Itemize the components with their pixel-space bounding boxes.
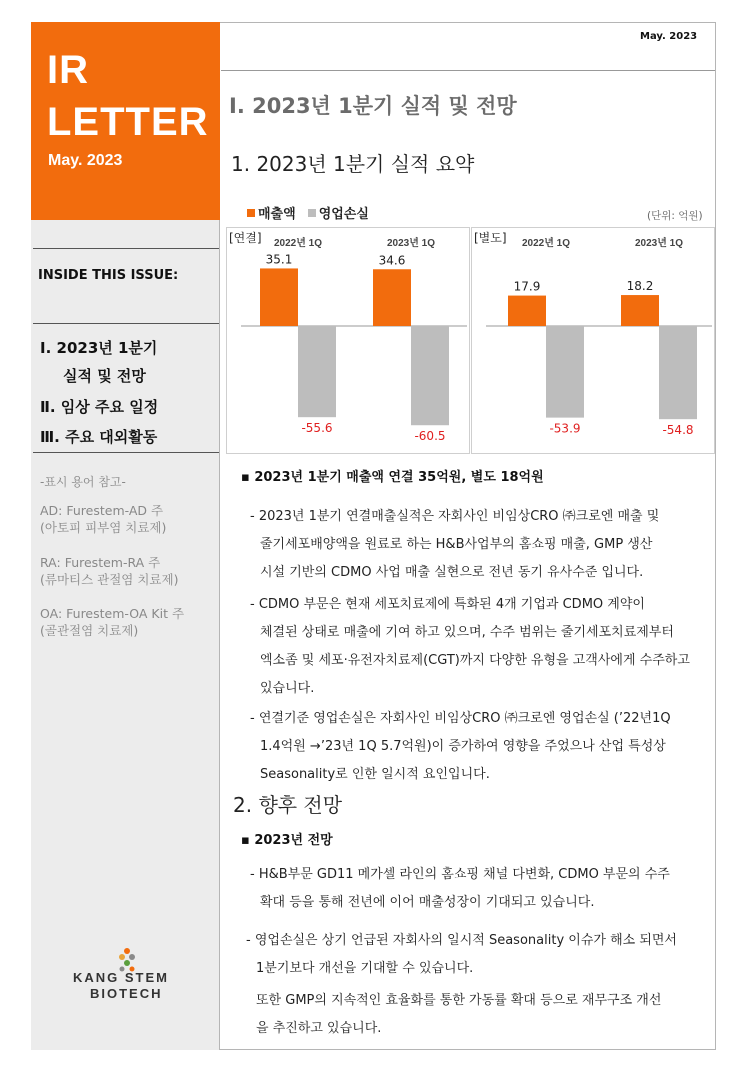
- data-label: 18.2: [626, 279, 654, 294]
- term-oa-name: OA: Furestem-OA Kit 주: [40, 606, 185, 621]
- toc-item-1[interactable]: Ⅰ. 2023년 1분기: [40, 339, 158, 357]
- brand-date: May. 2023: [48, 152, 123, 169]
- company-logo: [60, 945, 200, 1005]
- paragraph-2: [250, 591, 690, 703]
- data-label: -54.8: [662, 423, 694, 438]
- term-ad: [40, 502, 166, 536]
- paragraph-line: 시설 기반의 CDMO 사업 매출 실현으로 전년 동기 유사수준 입니다.: [260, 565, 644, 580]
- data-label: -60.5: [414, 429, 446, 444]
- paragraph-line: 있습니다.: [260, 681, 315, 696]
- chart-separate-svg: [472, 228, 716, 455]
- oploss-bar: [659, 326, 697, 419]
- data-label: -55.6: [301, 421, 333, 436]
- data-label: -53.9: [549, 421, 581, 436]
- paragraph-line: 확대 등을 통해 전년에 이어 매출성장이 기대되고 있습니다.: [260, 895, 595, 910]
- paragraph-line: Seasonality로 인한 일시적 요인입니다.: [260, 767, 490, 782]
- term-oa-desc: (골관절염 치료제): [40, 623, 139, 638]
- header-divider: [221, 70, 715, 71]
- paragraph-6: [256, 987, 661, 1043]
- sidebar-divider: [33, 323, 219, 324]
- toc-item-3[interactable]: Ⅲ. 주요 대외활동: [40, 428, 158, 446]
- paragraph-line: - CDMO 부문은 현재 세포치료제에 특화된 4개 기업과 CDMO 계약이: [250, 597, 645, 612]
- legend-revenue-label: 매출액: [258, 207, 296, 222]
- revenue-bar: [373, 269, 411, 326]
- summary-bullet: ▪ 2023년 1분기 매출액 연결 35억원, 별도 18억원: [241, 470, 544, 485]
- chart-legend: [247, 203, 369, 222]
- legend-oploss-swatch: [308, 209, 316, 217]
- paragraph-line: 을 추진하고 있습니다.: [256, 1021, 382, 1036]
- term-ad-desc: (아토피 피부염 치료제): [40, 520, 167, 535]
- sidebar-divider: [33, 452, 219, 453]
- paragraph-1: [250, 503, 659, 587]
- chart-title: [연결]: [229, 231, 262, 245]
- paragraph-line: 1.4억원 →’23년 1Q 5.7억원)이 증가하여 영향을 주었으나 산업 특성상: [260, 739, 666, 754]
- legend-revenue-swatch: [247, 209, 255, 217]
- paragraph-line: - 2023년 1분기 연결매출실적은 자회사인 비임상CRO ㈜크로엔 매출 및: [250, 509, 660, 524]
- toc-item-1-sub[interactable]: 실적 및 전망: [63, 367, 146, 385]
- chart-consolidated: [226, 227, 470, 454]
- term-oa: [40, 605, 184, 639]
- legend-oploss-label: 영업손실: [318, 207, 369, 222]
- sidebar-divider: [33, 248, 219, 249]
- paragraph-line: - 연결기준 영업손실은 자회사인 비임상CRO ㈜크로엔 영업손실 (’22년1Q: [250, 711, 671, 726]
- category-label: 2022년 1Q: [273, 238, 323, 249]
- paragraph-line: 1분기보다 개선을 기대할 수 있습니다.: [256, 961, 474, 976]
- data-label: 35.1: [265, 252, 293, 267]
- outlook-bullet: ▪ 2023년 전망: [241, 833, 333, 848]
- unit-label: (단위: 억원): [647, 210, 703, 222]
- paragraph-line: 줄기세포배양액을 원료로 하는 H&B사업부의 홈쇼핑 매출, GMP 생산: [260, 537, 653, 552]
- oploss-bar: [411, 326, 449, 425]
- data-label: 34.6: [378, 253, 406, 268]
- issue-date: May. 2023: [640, 31, 698, 42]
- section-title: Ⅰ. 2023년 1분기 실적 및 전망: [229, 94, 517, 118]
- term-ra-name: RA: Furestem-RA 주: [40, 555, 161, 570]
- term-ad-name: AD: Furestem-AD 주: [40, 503, 164, 518]
- paragraph-5: [246, 927, 677, 983]
- inside-this-issue-title: INSIDE THIS ISSUE:: [38, 268, 179, 283]
- category-label: 2022년 1Q: [521, 238, 571, 249]
- revenue-bar: [621, 295, 659, 326]
- subsection-title-2: 2. 향후 전망: [233, 793, 343, 817]
- chart-separate: [471, 227, 715, 454]
- terms-reference-title: -표시 용어 참고-: [40, 475, 126, 489]
- paragraph-line: 체결된 상태로 매출에 기여 하고 있으며, 수주 범위는 줄기세포치료제부터: [260, 625, 674, 640]
- paragraph-3: [250, 705, 671, 789]
- paragraph-line: - 영업손실은 상기 언급된 자회사의 일시적 Seasonality 이슈가 해소 되면서: [246, 933, 677, 948]
- category-label: 2023년 1Q: [386, 238, 436, 249]
- paragraph-4: [250, 861, 670, 917]
- paragraph-line: - H&B부문 GD11 메가셀 라인의 홈쇼핑 채널 다변화, CDMO 부문의 수주: [250, 867, 670, 882]
- brand-title-ir: IR: [47, 48, 89, 92]
- revenue-bar: [508, 296, 546, 326]
- oploss-bar: [546, 326, 584, 418]
- paragraph-line: 엑소좀 및 세포·유전자치료제(CGT)까지 다양한 유형을 고객사에게 수주하고: [260, 653, 690, 668]
- chart-consolidated-svg: [227, 228, 471, 455]
- brand-title-letter: LETTER: [47, 100, 209, 144]
- revenue-bar: [260, 268, 298, 326]
- chart-title: [별도]: [474, 231, 507, 245]
- brand-header: [31, 22, 220, 220]
- category-label: 2023년 1Q: [634, 238, 684, 249]
- logo-text-kangstem: KANG STEM: [73, 970, 169, 985]
- subsection-title-1: 1. 2023년 1분기 실적 요약: [231, 152, 475, 176]
- term-ra: [40, 554, 178, 588]
- term-ra-desc: (류마티스 관절염 치료제): [40, 572, 179, 587]
- oploss-bar: [298, 326, 336, 417]
- data-label: 17.9: [513, 279, 541, 294]
- paragraph-line: 또한 GMP의 지속적인 효율화를 통한 가동률 확대 등으로 재무구조 개선: [256, 993, 662, 1008]
- toc-item-2[interactable]: Ⅱ. 임상 주요 일정: [40, 398, 159, 416]
- logo-text-biotech: BIOTECH: [90, 986, 163, 1001]
